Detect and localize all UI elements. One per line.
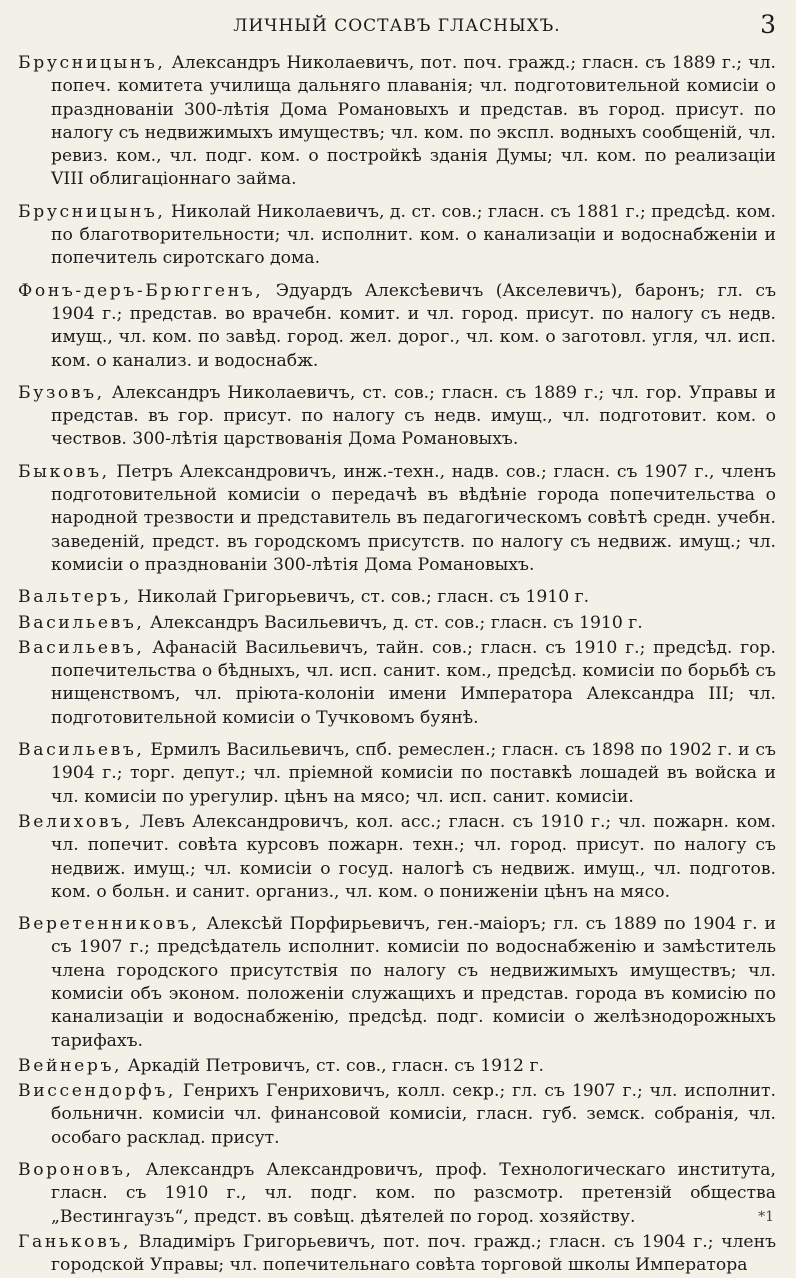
- entry-surname: Ганьковъ,: [18, 1231, 132, 1252]
- entry: [18, 637, 776, 730]
- page-number: 3: [760, 10, 776, 39]
- entry-surname: Вороновъ,: [18, 1160, 134, 1181]
- entry: [18, 1080, 776, 1150]
- entry-text: Алексѣй Порфирьевичъ, ген.-маіоръ; гл. съ 1889 по 1904 г. и съ 1907 г.; предсѣдатель исполнит. комисіи по водоснабженію и замѣститель члена городского присутствія по налогу съ недвижимыхъ имуществъ; чл. комисіи объ эконом. положеніи служащихъ и представ. города въ комисію по канализаціи и водоснабженію, предсѣд. подг. комисіи о желѣзнодорожныхъ тарифахъ.: [51, 914, 776, 1051]
- entries-list: [18, 52, 776, 1278]
- entry: [18, 1055, 776, 1078]
- entry: [18, 1159, 776, 1229]
- entry-surname: Вальтеръ,: [18, 587, 132, 608]
- entry: [18, 280, 776, 373]
- entry-text: Петръ Александровичъ, инж.-техн., надв. сов.; гласн. съ 1907 г., членъ подготовительной комисіи о передачѣ въ вѣдѣніе города попечительства о народной трезвости и представитель въ педагогическомъ совѣтѣ средн. учебн. заведеній, предст. въ городскомъ присутств. по налогу съ недвиж. имущ.; чл. комисіи о празднованіи 300-лѣтія Дома Романовыхъ.: [51, 461, 776, 575]
- entry-text: Эдуардъ Алексѣевичъ (Акселевичъ), баронъ; гл. съ 1904 г.; представ. во врачебн. комит. и чл. город. присут. по налогу съ недв. имущ., чл. ком. по завѣд. город. жел. дорог., чл. ком. о заготовл. угля, чл. исп. ком. о канализ. и водоснабж.: [51, 280, 776, 371]
- entry-surname: Васильевъ,: [18, 637, 145, 658]
- entry-surname: Фонъ-деръ-Брюггенъ,: [18, 280, 264, 301]
- running-title: ЛИЧНЫЙ СОСТАВЪ ГЛАСНЫХЪ.: [233, 16, 561, 36]
- entry: [18, 586, 776, 609]
- entry: [18, 612, 776, 635]
- entry-surname: Виссендорфъ,: [18, 1081, 176, 1102]
- entry: [18, 201, 776, 271]
- entry-surname: Васильевъ,: [18, 612, 145, 633]
- entry-text: Николай Григорьевичъ, ст. сов.; гласн. съ 1910 г.: [137, 587, 590, 608]
- entry-surname: Быковъ,: [18, 461, 110, 482]
- entry: [18, 811, 776, 904]
- entry-surname: Вейнеръ,: [18, 1055, 123, 1076]
- entry-text: Ермилъ Васильевичъ, спб. ремеслен.; гласн. съ 1898 по 1902 г. и съ 1904 г.; торг. депут.; чл. пріемной комисіи по поставкѣ лошадей въ войска и чл. комисіи по урегулир. цѣнъ на мясо; чл. исп. санит. комисіи.: [51, 740, 776, 807]
- entry-text: Генрихъ Генриховичъ, колл. секр.; гл. съ 1907 г.; чл. исполнит. больничн. комисіи чл. финансовой комисіи, гласн. губ. земск. собранія, чл. особаго расклад. присут.: [51, 1081, 776, 1148]
- entry-surname: Веретенниковъ,: [18, 914, 200, 935]
- entry: [18, 913, 776, 1053]
- entry-text: Александръ Николаевичъ, ст. сов.; гласн. съ 1889 г.; чл. гор. Управы и представ. въ гор. присут. по налогу съ недв. имущ., чл. подготовит. ком. о чествов. 300-лѣтія царствованія Дома Романовыхъ.: [51, 382, 776, 450]
- entry-text: Николай Николаевичъ, д. ст. сов.; гласн. съ 1881 г.; предсѣд. ком. по благотворительности; чл. исполнит. ком. о канализаціи и водоснабженіи и попечитель сиротскаго дома.: [51, 201, 776, 269]
- entry-text: Александръ Александровичъ, проф. Технологическаго института, гласн. съ 1910 г., чл. подг. ком. по разсмотр. претензій общества „Вестингаузъ“, предст. въ совѣщ. дѣятелей по город. хозяйству.: [51, 1160, 777, 1227]
- entry-text: Левъ Александровичъ, кол. асс.; гласн. съ 1910 г.; чл. пожарн. ком. чл. попечит. совѣта курсовъ пожарн. техн.; чл. город. присут. по налогу съ недвиж. имущ.; чл. комисіи о госуд. налогѣ съ недвиж. имущ., чл. подготов. ком. о больн. и санит. организ., чл. ком. о пониженіи цѣнъ на мясо.: [51, 811, 777, 902]
- entry-surname: Велиховъ,: [18, 811, 133, 832]
- entry-text: Александръ Васильевичъ, д. ст. сов.; гласн. съ 1910 г.: [149, 612, 643, 633]
- entry: [18, 461, 776, 577]
- entry-surname: Васильевъ,: [18, 740, 145, 761]
- entry-text: Владиміръ Григорьевичъ, пот. поч. гражд.; гласн. съ 1904 г.; членъ городской Управы; чл. попечительнаго совѣта торговой школы Императора: [51, 1231, 776, 1276]
- entry-surname: Брусницынъ,: [18, 53, 166, 73]
- entry: [18, 1231, 776, 1278]
- entry-text: Александръ Николаевичъ, пот. поч. гражд.; гласн. съ 1889 г.; чл. попеч. комитета училища дальняго плаванія; чл. подготовительной комисіи о празднованіи 300-лѣтія Дома Романовыхъ и представ. въ город. присут. по налогу съ недвижимыхъ имуществъ; чл. ком. по экспл. водныхъ сообщеній, чл. ревиз. ком., чл. подг. ком. о постройкѣ зданія Думы; чл. ком. по реализаціи VIII облигаціоннаго займа.: [51, 53, 776, 190]
- entry-text: Афанасій Васильевичъ, тайн. сов.; гласн. съ 1910 г.; предсѣд. гор. попечительства о бѣдныхъ, чл. исп. санит. ком., предсѣд. комисіи по борьбѣ съ нищенствомъ, чл. пріюта-колоніи имени Императора Александра III; чл. подготовительной комисіи о Тучковомъ буянѣ.: [51, 637, 776, 728]
- page-header: [18, 6, 776, 52]
- entry: [18, 382, 776, 452]
- entry-surname: Бузовъ,: [18, 382, 105, 403]
- entry: [18, 52, 776, 192]
- entry-text: Аркадій Петровичъ, ст. сов., гласн. съ 1912 г.: [127, 1055, 544, 1076]
- entry: [18, 739, 776, 809]
- entry-surname: Брусницынъ,: [18, 201, 166, 222]
- signature-mark: *1: [758, 1209, 774, 1225]
